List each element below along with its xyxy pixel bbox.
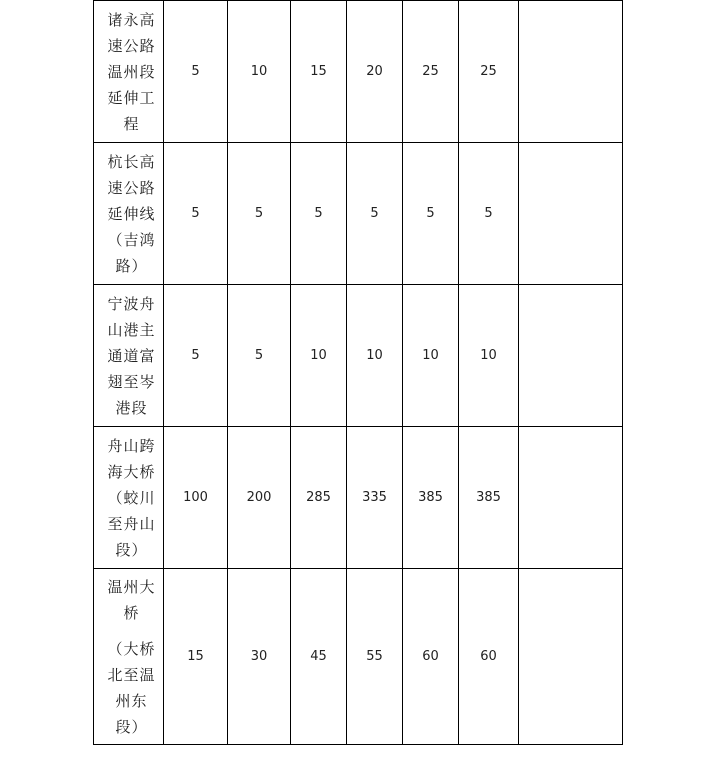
value-cell-2 (228, 143, 291, 285)
value-cell-3 (291, 1, 347, 143)
road-name-cell (94, 143, 164, 285)
value-cell-2 (228, 285, 291, 427)
value-cell-2 (228, 427, 291, 569)
value: 45 (310, 649, 327, 664)
value: 10 (250, 64, 268, 79)
road-name: 舟山跨海大桥（蛟川至舟山段） (107, 436, 156, 559)
road-name: 温州大桥 (107, 577, 156, 622)
value: 5 (484, 206, 493, 221)
value: 5 (370, 206, 379, 221)
value: 30 (250, 649, 268, 664)
road-name-cell (94, 1, 164, 143)
value: 200 (246, 490, 272, 505)
value-cell-6 (459, 143, 519, 285)
value-cell-4 (347, 427, 403, 569)
value-cell-3 (291, 285, 347, 427)
road-name: 杭长高速公路延伸线（吉鸿路） (107, 152, 156, 275)
value: 285 (306, 490, 331, 505)
value-cell-4 (347, 569, 403, 745)
value: 10 (480, 348, 497, 363)
value-cell-3 (291, 427, 347, 569)
value: 335 (362, 490, 387, 505)
road-name-cell (94, 285, 164, 427)
value-cell-3 (291, 569, 347, 745)
value: 10 (310, 348, 327, 363)
value-cell-1 (164, 569, 228, 745)
road-name-cell (94, 569, 164, 745)
value-cell-6 (459, 569, 519, 745)
value-cell-5 (403, 285, 459, 427)
road-name-detail: （大桥北至温州东段） (107, 639, 156, 736)
value: 20 (366, 64, 383, 79)
road-name: 宁波舟山港主通道富翅至岑港段 (107, 294, 156, 417)
value: 55 (366, 649, 383, 664)
value-cell-4 (347, 1, 403, 143)
road-name: 诸永高速公路温州段延伸工程 (107, 10, 156, 133)
value-cell-1 (164, 427, 228, 569)
value-cell-2 (228, 1, 291, 143)
table-row (94, 285, 623, 427)
value: 25 (422, 64, 439, 79)
value-cell-5 (403, 1, 459, 143)
value-cell-3 (291, 143, 347, 285)
value-cell-5 (403, 143, 459, 285)
value: 60 (480, 649, 497, 664)
table-row (94, 1, 623, 143)
value-cell-4 (347, 285, 403, 427)
value-cell-1 (164, 143, 228, 285)
value-cell-2 (228, 569, 291, 745)
table-body (94, 1, 623, 745)
value: 385 (476, 490, 501, 505)
value: 5 (254, 348, 264, 363)
value-cell-5 (403, 427, 459, 569)
note-cell (519, 569, 623, 745)
value: 5 (314, 206, 323, 221)
road-name-cell (94, 427, 164, 569)
toll-rate-table (93, 0, 623, 745)
value-cell-6 (459, 427, 519, 569)
value: 25 (480, 64, 497, 79)
value-cell-1 (164, 1, 228, 143)
note-cell (519, 143, 623, 285)
value-cell-5 (403, 569, 459, 745)
table-row (94, 143, 623, 285)
value-cell-6 (459, 1, 519, 143)
value: 5 (254, 206, 264, 221)
note-cell (519, 285, 623, 427)
value: 385 (418, 490, 443, 505)
value-cell-1 (164, 285, 228, 427)
table-row (94, 569, 623, 745)
value: 15 (187, 649, 204, 664)
value: 5 (191, 348, 200, 363)
value-cell-6 (459, 285, 519, 427)
value: 10 (366, 348, 383, 363)
value: 5 (191, 64, 200, 79)
value: 15 (310, 64, 327, 79)
value: 5 (191, 206, 200, 221)
value: 100 (183, 490, 208, 505)
value: 60 (422, 649, 439, 664)
note-cell (519, 1, 623, 143)
value: 10 (422, 348, 439, 363)
value-cell-4 (347, 143, 403, 285)
note-cell (519, 427, 623, 569)
table-row (94, 427, 623, 569)
value: 5 (426, 206, 435, 221)
